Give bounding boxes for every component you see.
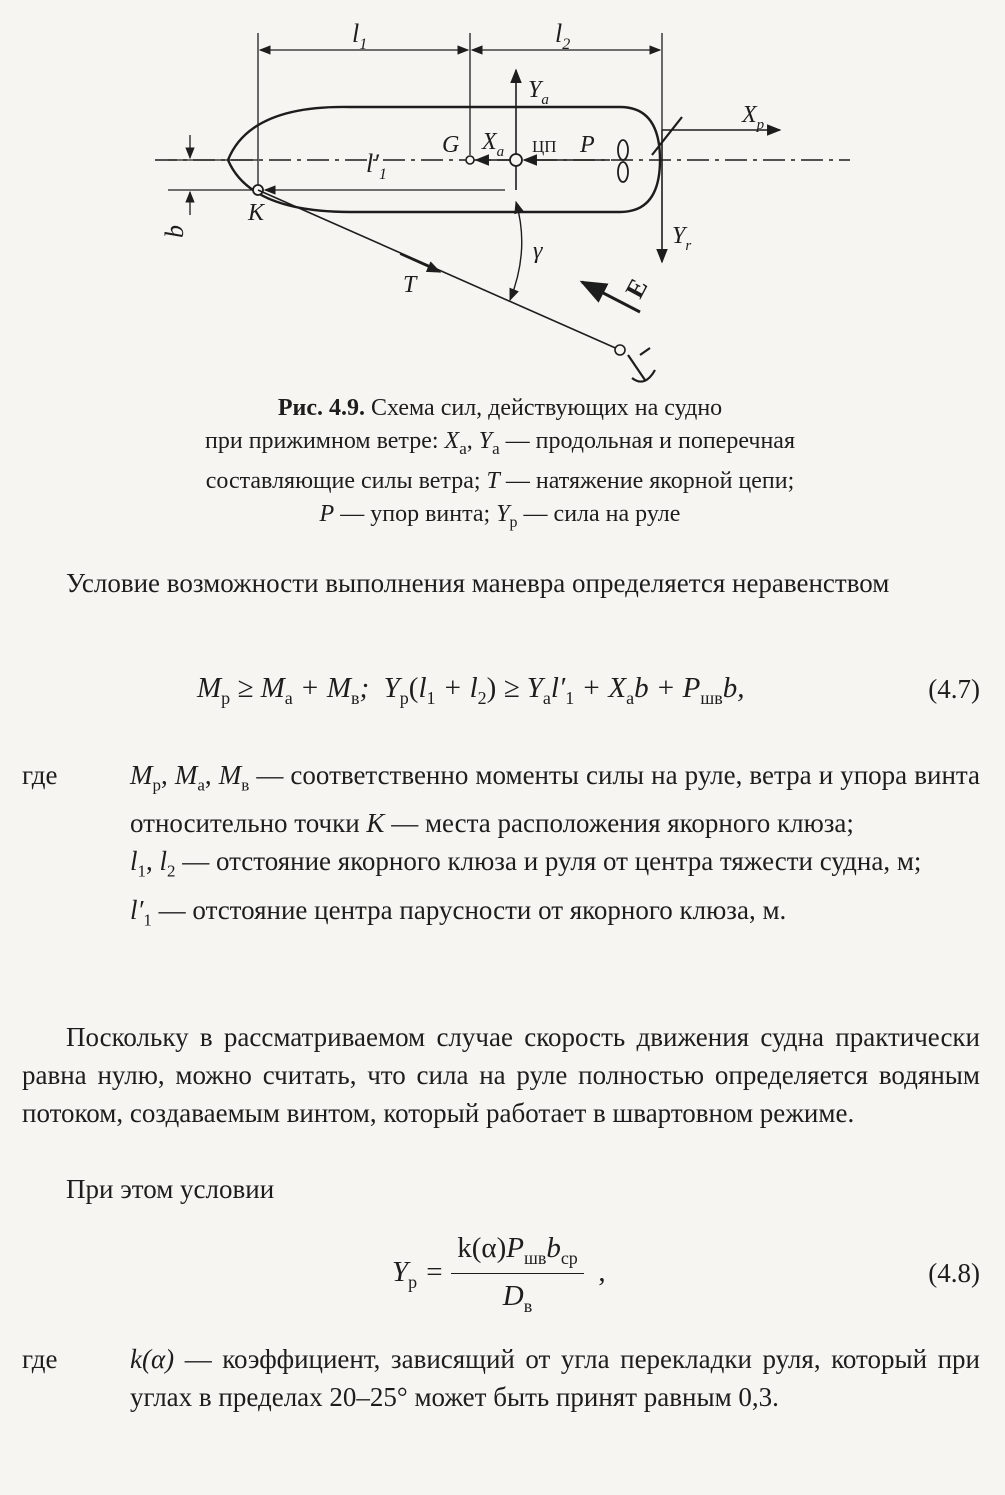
- svg-text:Xp: $X_p$: [742, 102, 765, 133]
- label-l1: l: [352, 19, 360, 48]
- label-xa: X: [482, 129, 497, 155]
- svg-text:Yr: $Y_r$: [672, 223, 692, 254]
- equation-4-8: $Y_р$ = $\frac{k(\alpha)P_{шв}b_{ср}}{D_в}$ , (4.8): [392, 1232, 980, 1316]
- where-label-2: где: [22, 1344, 58, 1374]
- wind-symbol: E: [619, 273, 654, 303]
- where-block-1: где $M_р$, $M_а$, $M_в$ — соответственно моменты силы на руле, ветра и упора винта относительно точки K — места расположения якорного клюза; $l_1$, $l_2$ — отстояние якорного клюза и руля от центра тяжести судна, м; $l'_1$ — отстояние центра парусности от якорного клюза, м.: [22, 756, 980, 939]
- anchor-icon: [628, 348, 655, 382]
- svg-text:l1: $l_1$: [352, 19, 368, 53]
- caption-line1: Схема сил, действующих на судно: [370, 395, 723, 421]
- label-gamma: γ: [533, 238, 543, 264]
- symbol-k-alpha: k(α): [130, 1344, 175, 1374]
- svg-text:l2: $l_2$: [555, 19, 571, 53]
- label-k: K: [248, 200, 265, 226]
- paragraph-condition-2: При этом условии: [66, 1174, 275, 1204]
- label-l2: l: [555, 19, 563, 48]
- label-xp: X: [742, 102, 757, 128]
- label-b: b: [160, 225, 189, 238]
- where-block-2: где k(α) — коэффициент, зависящий от угла перекладки руля, который при углах в пределах 20–25° может быть принят равным 0,3.: [22, 1340, 980, 1416]
- paragraph-condition: Условие возможности выполнения маневра определяется неравенством: [66, 568, 890, 598]
- figure-caption: Рис. 4.9. Схема сил, действующих на судно при прижимном ветре: $X_a$, $Y_a$ — продольная и поперечная составляющие силы ветра; T — натяжение якорной цепи; P — упор винта; $Y_р$ — сила на руле: [205, 395, 795, 531]
- svg-text:l′1: $l'_1$: [366, 149, 387, 183]
- force-diagram: [0, 0, 1005, 390]
- label-p: P: [580, 132, 595, 158]
- label-ya: Y: [528, 77, 542, 103]
- label-t: T: [403, 272, 417, 298]
- label-g: G: [442, 132, 460, 158]
- paragraph-speed: Поскольку в рассматриваемом случае скорость движения судна практически равна нулю, можно считать, что сила на руле полностью определяется водяным потоком, создаваемым винтом, который работает в швартовном режиме.: [22, 1022, 980, 1128]
- svg-text:Ya: $Y_a$: [528, 77, 549, 108]
- caption-number: Рис. 4.9.: [277, 395, 365, 421]
- label-cp: ЦП: [532, 137, 557, 156]
- where-label: где: [22, 760, 58, 790]
- equation-4-7: $M_р \ge M_а + M_в$; $Y_р(l_1 + l_2) \ge Y_al'_1 + X_ab + P_{шв}b$, (4.7): [197, 672, 980, 708]
- equation-number-4-7: (4.7): [928, 674, 980, 704]
- label-l1prime: l′: [366, 149, 379, 178]
- equation-number-4-8: (4.8): [928, 1258, 980, 1288]
- svg-text:Xa: $X_a$: [482, 129, 505, 160]
- label-yr: Y: [672, 223, 686, 249]
